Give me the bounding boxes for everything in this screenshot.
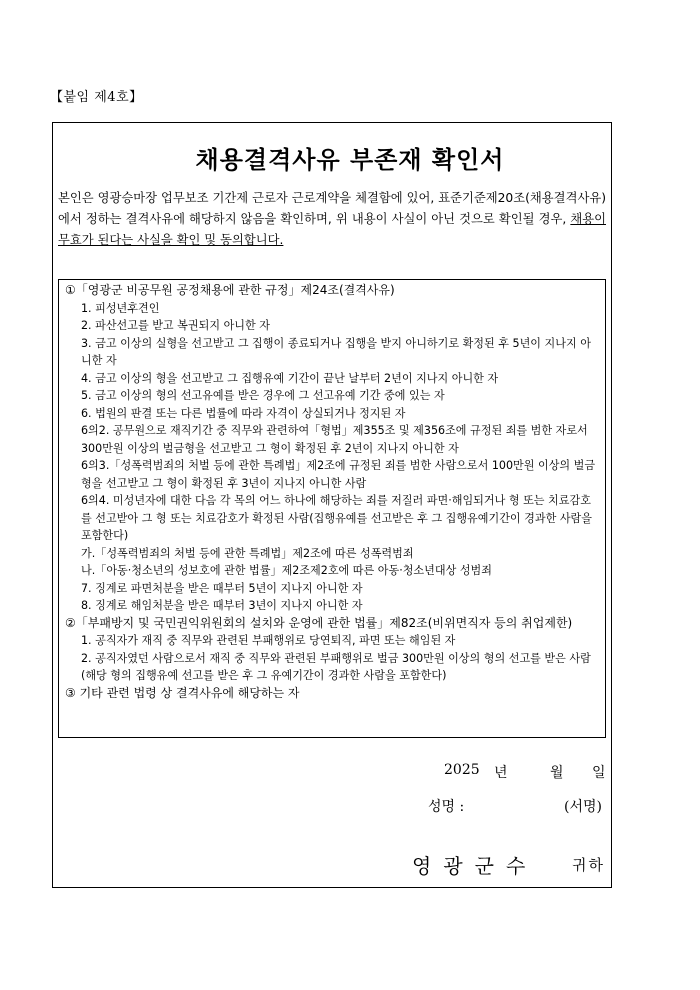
rule-subitem: 나.「아동·청소년의 성보호에 관한 법률」제2조제2호에 따른 아동·청소년대상 성범죄	[81, 564, 492, 577]
signature-label: (서명)	[564, 799, 602, 815]
rule-item: 2. 공직자였던 사람으로서 재직 중 직무와 관련된 부패행위로 벌금 300만원 이상의 형의 선고를 받은 사람(해당 형의 집행유예 선고를 받은 후 그 유예기간이 경과한 사람을 포함한다)	[81, 651, 591, 682]
intro-text: 본인은 영광승마장 업무보조 기간제 근로자 근로계약을 체결함에 있어, 표준기준제20조(채용결격사유)에서 정하는 결격사유에 해당하지 않음을 확인하며, 위 내용이 사실이 아닌 것으로 확인될 경우,	[58, 191, 606, 226]
intro-paragraph	[58, 188, 606, 251]
section2-heading: ②「부패방지 및 국민권익위원회의 설치와 운영에 관한 법률」제82조(비위면직자 등의 취업제한)	[65, 615, 573, 630]
rule-item: 6의2. 공무원으로 재직기간 중 직무와 관련하여「형법」제355조 및 제356조에 규정된 죄를 범한 자로서 300만원 이상의 벌금형을 선고받고 그 형이 확정된 후 2년이 지나지 아니한 자	[81, 424, 588, 455]
rule-item: 6의4. 미성년자에 대한 다음 각 목의 어느 하나에 해당하는 죄를 저질러 파면·해임되거나 형 또는 치료감호를 선고받아 그 형 또는 치료감호가 확정된 사람(집행유예를 선고받은 후 그 집행유예기간이 경과한 사람을 포함한다)	[81, 494, 592, 542]
addressee-honorific: 귀하	[572, 856, 605, 874]
rule-item: 7. 징계로 파면처분을 받은 때부터 5년이 지나지 아니한 자	[81, 581, 363, 595]
date-month-unit: 월	[550, 765, 564, 781]
section1-heading: ①「영광군 비공무원 공정채용에 관한 규정」제24조(결격사유)	[65, 283, 395, 297]
rule-item: 2. 파산선고를 받고 복권되지 아니한 자	[81, 319, 270, 332]
name-label: 성명 :	[428, 799, 465, 815]
rule-item: 3. 금고 이상의 실형을 선고받고 그 집행이 종료되거나 집행을 받지 아니하기로 확정된 후 5년이 지나지 아니한 자	[81, 336, 591, 367]
document-title: 채용결격사유 부존재 확인서	[195, 146, 505, 174]
disqualification-rules-box	[58, 279, 606, 738]
rule-subitem: 가.「성폭력범죄의 처벌 등에 관한 특례법」제2조에 따른 성폭력범죄	[81, 546, 414, 560]
date-day-unit: 일	[592, 765, 606, 781]
rule-item: 1. 피성년후견인	[81, 301, 160, 315]
section3-heading: ③ 기타 관련 법령 상 결격사유에 해당하는 자	[65, 685, 300, 700]
rule-item: 6. 법원의 판결 또는 다른 법률에 따라 자격이 상실되거나 정지된 자	[81, 406, 406, 420]
date-year-unit: 년	[494, 765, 508, 781]
attachment-label: 【붙임 제4호】	[50, 90, 143, 105]
rule-item: 8. 징계로 해임처분을 받은 때부터 3년이 지나지 아니한 자	[81, 599, 363, 612]
rule-item: 6의3.「성폭력범죄의 처벌 등에 관한 특례법」제2조에 규정된 죄를 범한 사람으로서 100만원 이상의 벌금형을 선고받고 그 형이 확정된 후 3년이 지나지 아니한 사람	[81, 459, 596, 490]
rule-item: 4. 금고 이상의 형을 선고받고 그 집행유예 기간이 끝난 날부터 2년이 지나지 아니한 자	[81, 371, 499, 385]
date-year: 2025	[444, 762, 480, 778]
rule-item: 5. 금고 이상의 형의 선고유예를 받은 경우에 그 선고유예 기간 중에 있는 자	[81, 389, 445, 402]
addressee-name: 영광군수	[412, 854, 538, 878]
rule-item: 1. 공직자가 재직 중 직무와 관련된 부패행위로 당연퇴직, 파면 또는 해임된 자	[81, 634, 456, 647]
intro-consent-text: 채용이 무효가 된다는 사실을 확인 및 동의합니다.	[58, 212, 606, 247]
